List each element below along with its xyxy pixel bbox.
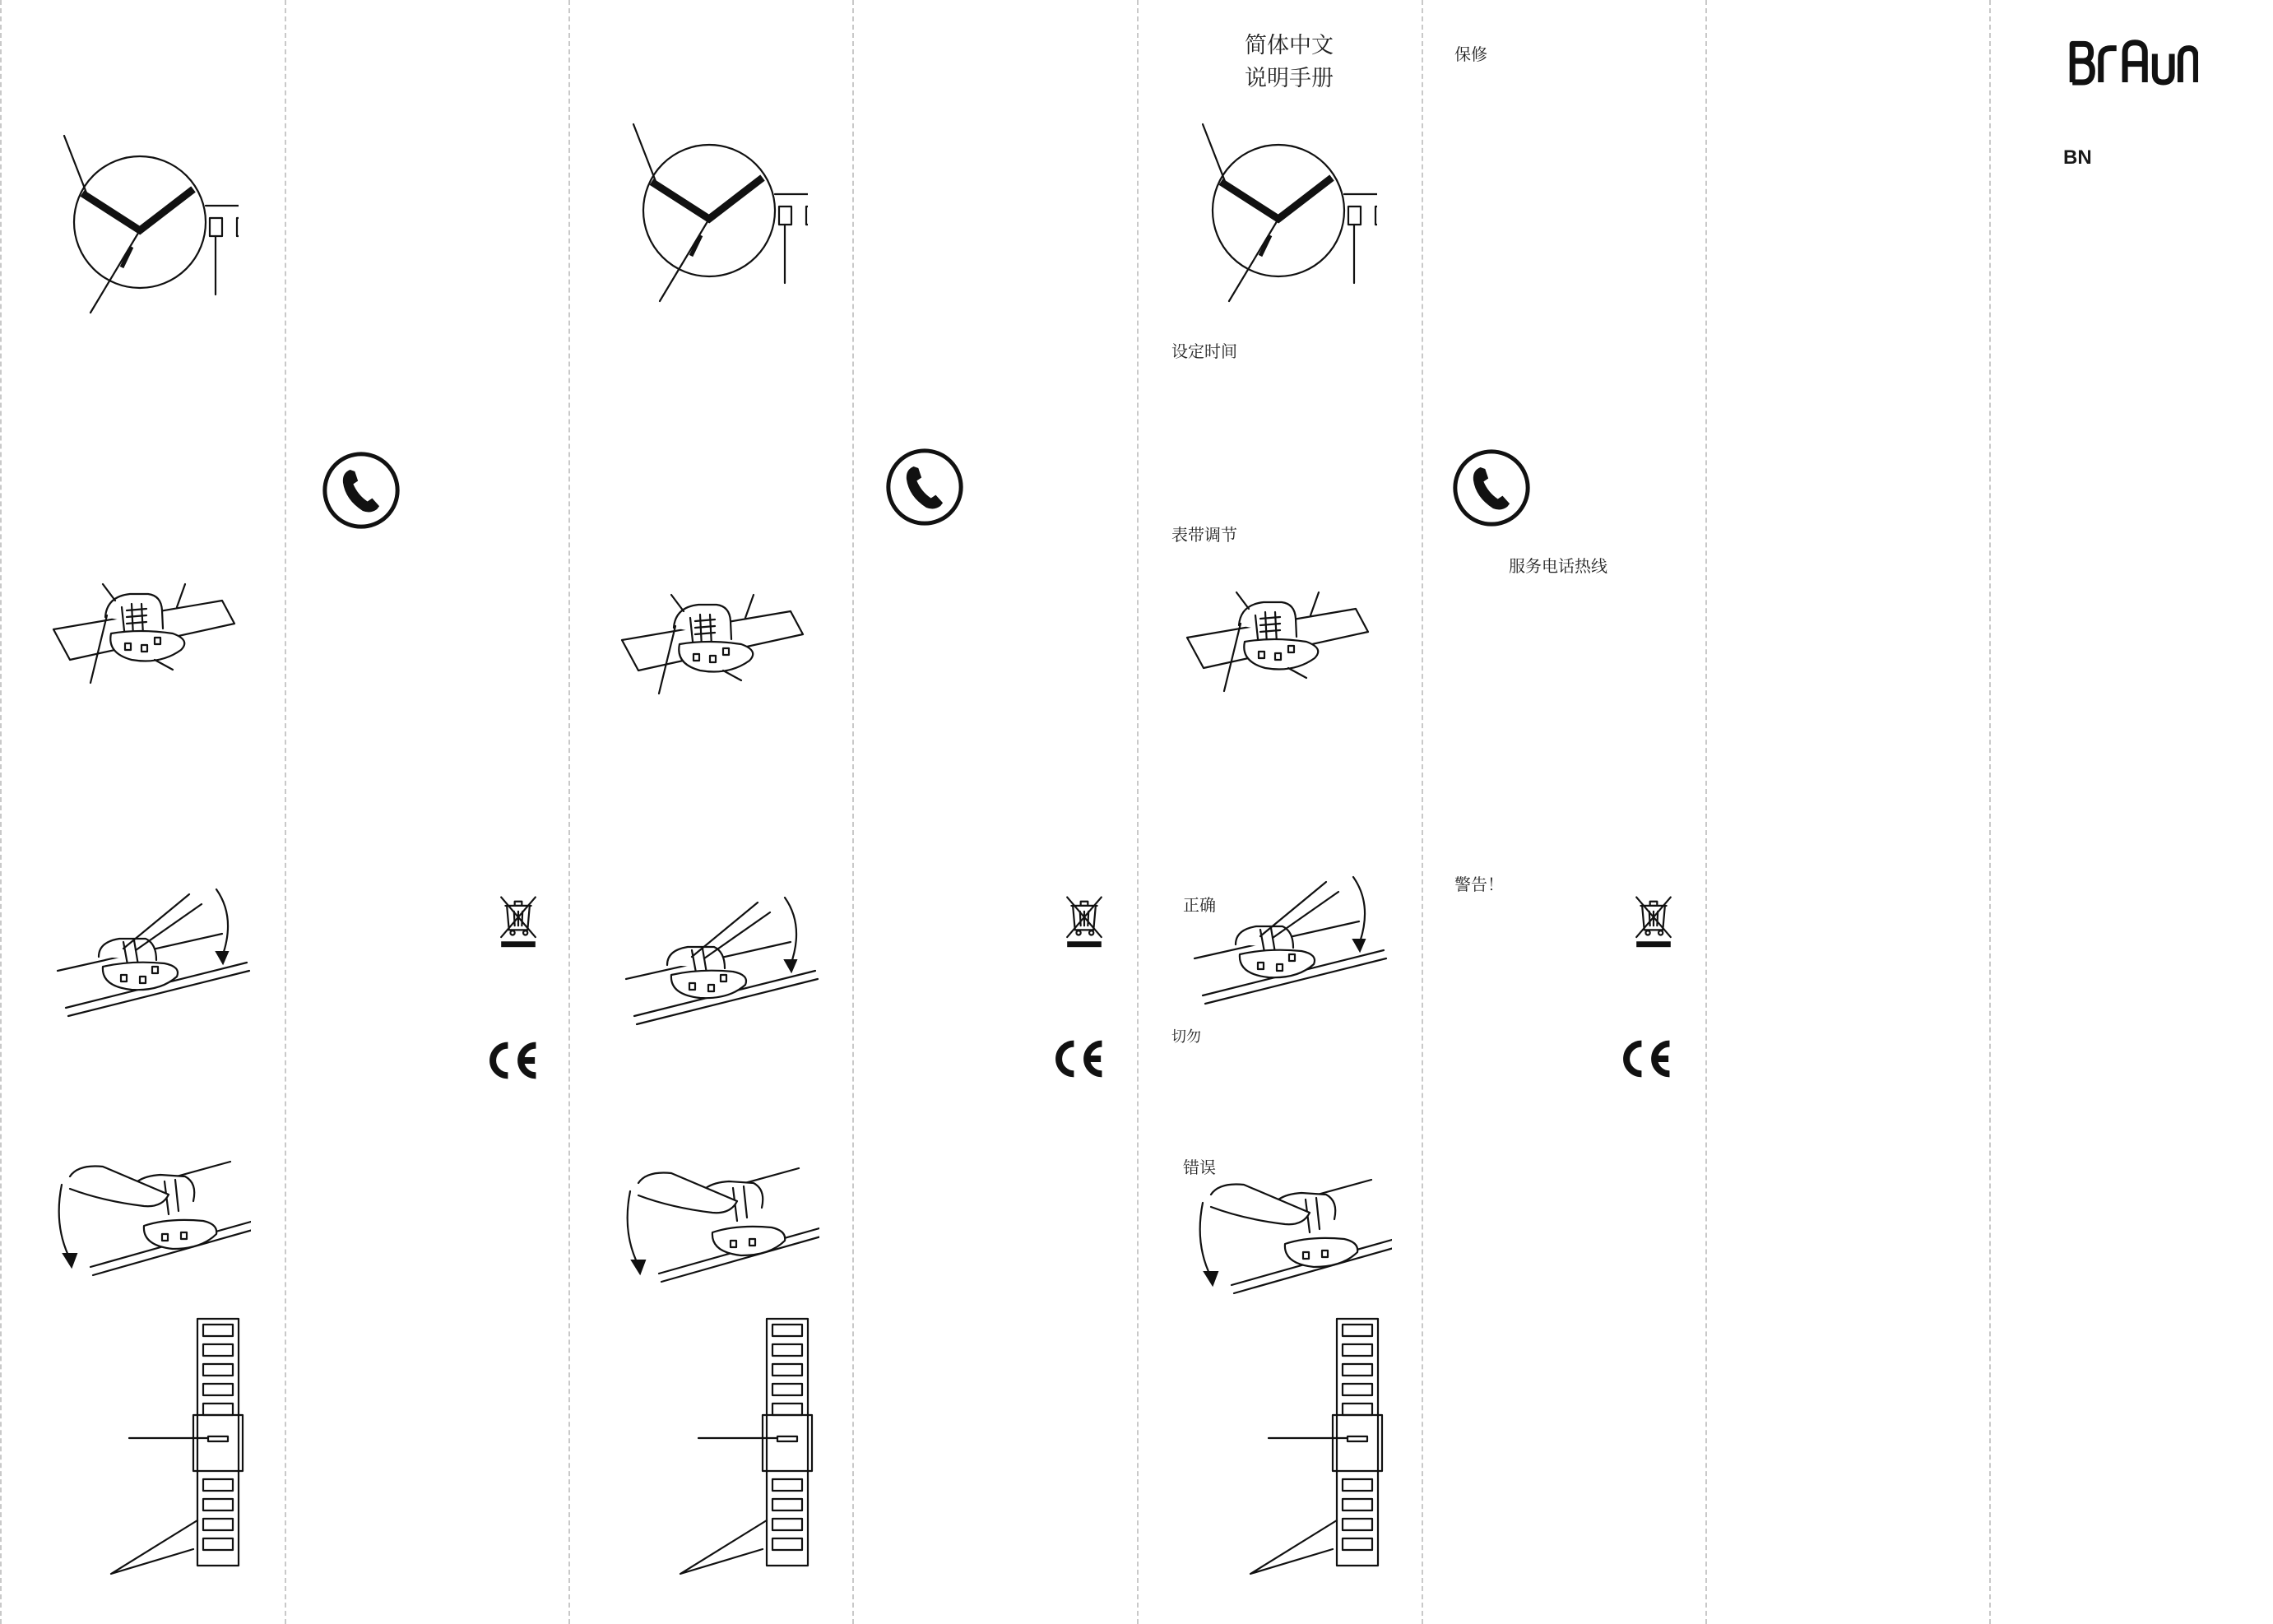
clasp-diagram-icon: [49, 568, 247, 716]
illustration-panel-2: [568, 0, 853, 1624]
watch-diagram-icon: [41, 123, 239, 321]
heading-strap-adjust: 表带调节: [1171, 525, 1237, 545]
phone-icon: [1452, 448, 1531, 527]
clasp-press-diagram-icon: [622, 893, 819, 1041]
service-hotline-label: 服务电话热线: [1509, 556, 1607, 576]
bracelet-diagram-icon: [70, 1315, 267, 1578]
watch-diagram-icon: [610, 112, 808, 309]
clasp-wrong-diagram-icon: [53, 1144, 251, 1292]
manual-title: [1215, 30, 1363, 95]
heading-correct: 正确: [1183, 895, 1216, 915]
bracelet-diagram-icon: [639, 1315, 837, 1578]
manual-title-line2: 说明手册: [1245, 66, 1334, 91]
clasp-diagram-icon: [1183, 576, 1380, 724]
weee-bin-icon: [1632, 893, 1675, 950]
ce-mark-icon: [482, 1038, 541, 1083]
clasp-press-diagram-icon: [1190, 872, 1388, 1020]
clasp-wrong-diagram-icon: [1194, 1162, 1392, 1310]
weee-bin-icon: [1063, 893, 1106, 950]
heading-wrong: 错误: [1183, 1158, 1216, 1177]
bracelet-diagram-icon: [1209, 1315, 1407, 1578]
cover-panel: [1989, 0, 2273, 1624]
weee-bin-icon: [497, 893, 540, 950]
heading-set-time: 设定时间: [1171, 341, 1237, 361]
warranty-panel: [1422, 0, 1706, 1624]
instructions-panel-zh: [1137, 0, 1422, 1624]
watch-diagram-icon: [1180, 112, 1377, 309]
ce-mark-icon: [1616, 1037, 1675, 1081]
symbols-panel-2: [852, 0, 1137, 1624]
ce-mark-icon: [1048, 1037, 1107, 1081]
clasp-wrong-diagram-icon: [622, 1150, 819, 1298]
heading-do-not: 切勿: [1171, 1028, 1201, 1046]
symbols-panel-1: [285, 0, 569, 1624]
heading-warning: 警告！: [1454, 875, 1504, 894]
clasp-press-diagram-icon: [53, 884, 251, 1032]
blank-panel: [1705, 0, 1990, 1624]
illustration-panel-1: [0, 0, 285, 1624]
phone-icon: [885, 448, 964, 527]
phone-icon: [322, 451, 401, 530]
manual-title-line1: 简体中文: [1245, 33, 1334, 58]
model-code: BN: [2063, 146, 2092, 169]
braun-logo: [2063, 35, 2198, 89]
clasp-diagram-icon: [618, 578, 815, 726]
heading-warranty: 保修: [1454, 44, 1487, 64]
